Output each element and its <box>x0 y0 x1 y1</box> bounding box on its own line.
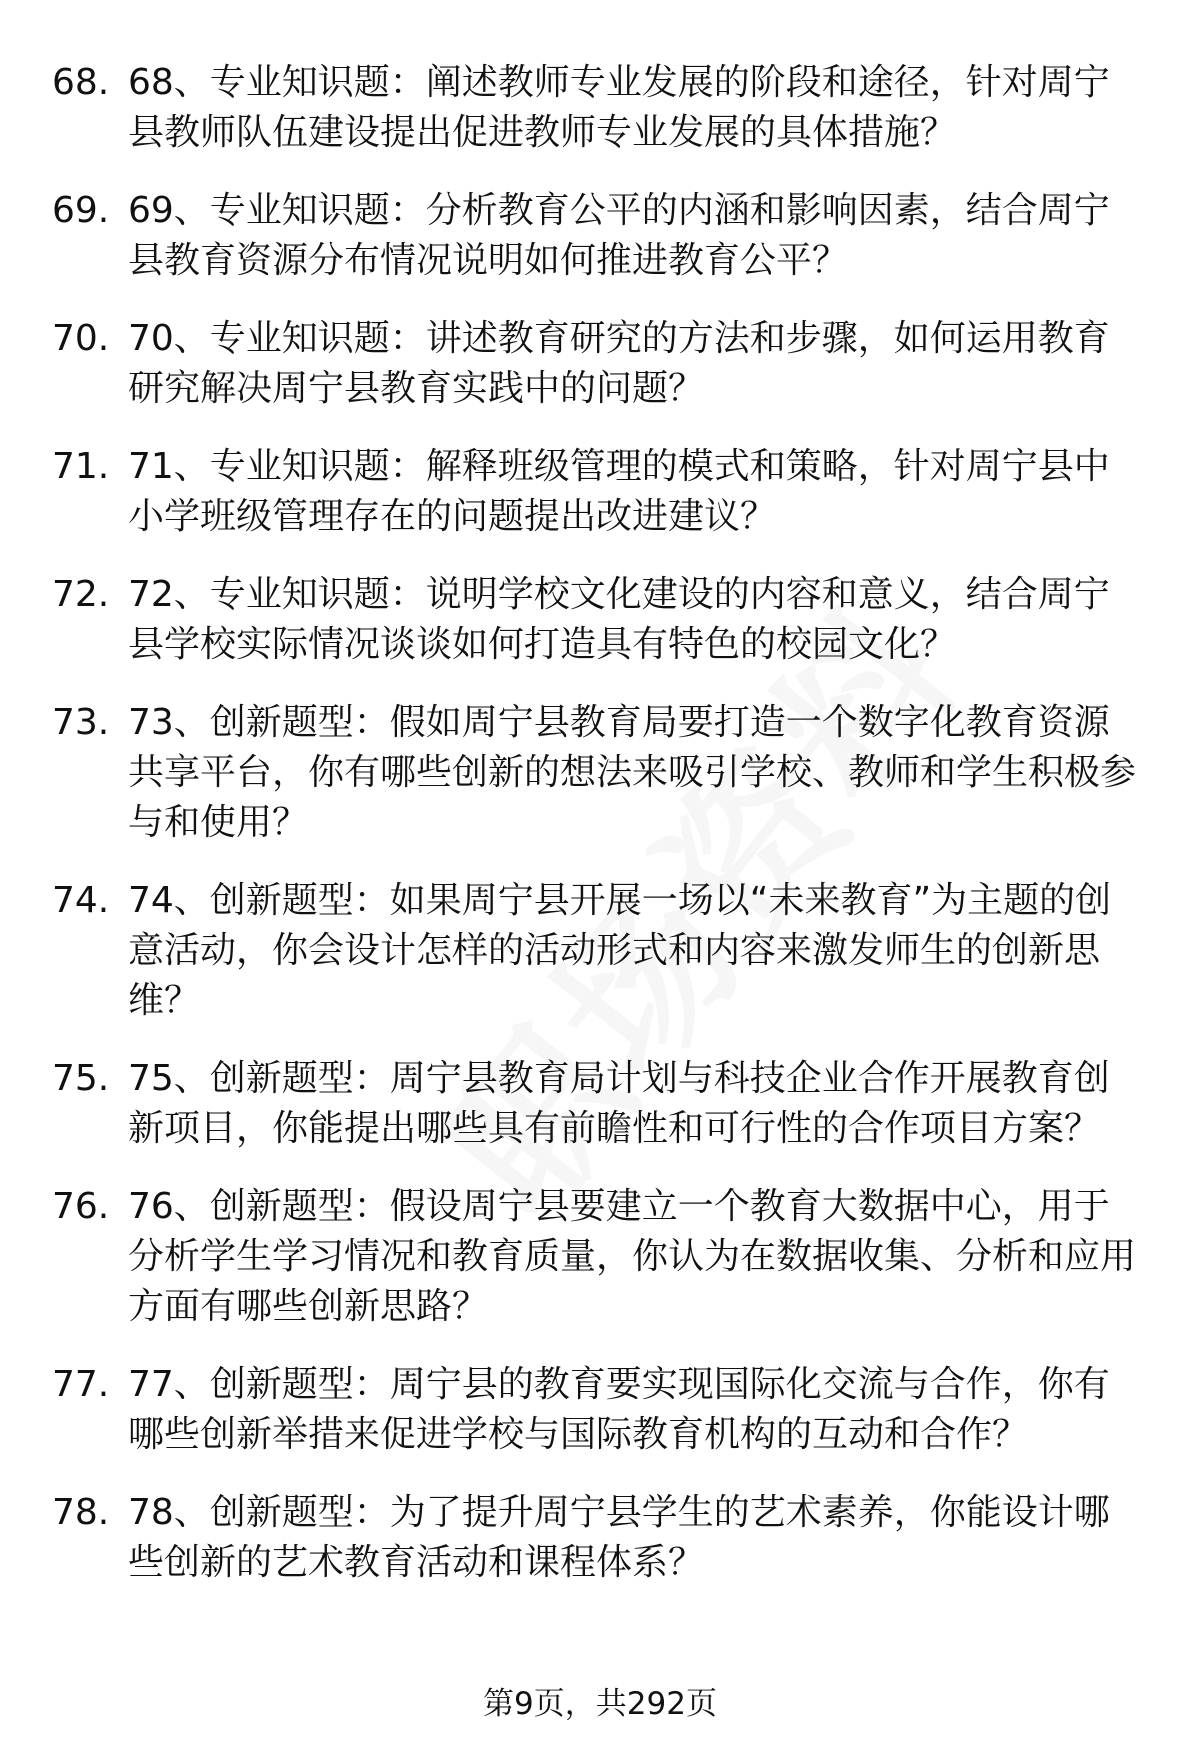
question-number: 69. <box>52 190 110 231</box>
question-text: 76、创新题型：假设周宁县要建立一个教育大数据中心，用于分析学生学习情况和教育质量，你认为在数据收集、分析和应用方面有哪些创新思路？ <box>128 1186 1137 1327</box>
question-item <box>0 186 1200 286</box>
question-text: 72、专业知识题：说明学校文化建设的内容和意义，结合周宁县学校实际情况谈谈如何打造具有特色的校园文化？ <box>128 574 1110 665</box>
question-text: 78、创新题型：为了提升周宁县学生的艺术素养，你能设计哪些创新的艺术教育活动和课程体系？ <box>128 1492 1110 1583</box>
question-number: 72. <box>52 574 110 615</box>
question-item <box>0 1488 1200 1588</box>
question-number: 77. <box>52 1364 110 1405</box>
question-item <box>0 698 1200 848</box>
question-text: 73、创新题型：假如周宁县教育局要打造一个数字化教育资源共享平台，你有哪些创新的想法来吸引学校、教师和学生积极参与和使用？ <box>128 702 1137 843</box>
question-item <box>0 58 1200 158</box>
question-item <box>0 442 1200 542</box>
question-text: 74、创新题型：如果周宁县开展一场以“未来教育”为主题的创意活动，你会设计怎样的活动形式和内容来激发师生的创新思维？ <box>128 880 1112 1021</box>
question-number: 73. <box>52 702 110 743</box>
question-text: 68、专业知识题：阐述教师专业发展的阶段和途径，针对周宁县教师队伍建设提出促进教师专业发展的具体措施？ <box>128 62 1110 153</box>
question-item <box>0 1360 1200 1460</box>
question-item <box>0 1182 1200 1332</box>
page-footer: 第9页，共292页 <box>483 1686 717 1722</box>
question-number: 70. <box>52 318 110 359</box>
question-number: 78. <box>52 1492 110 1533</box>
question-item <box>0 570 1200 670</box>
question-number: 68. <box>52 62 110 103</box>
question-item <box>0 876 1200 1026</box>
question-item <box>0 314 1200 414</box>
question-text: 71、专业知识题：解释班级管理的模式和策略，针对周宁县中小学班级管理存在的问题提出改进建议？ <box>128 446 1110 537</box>
question-item <box>0 1054 1200 1154</box>
question-text: 75、创新题型：周宁县教育局计划与科技企业合作开展教育创新项目，你能提出哪些具有前瞻性和可行性的合作项目方案？ <box>128 1058 1110 1149</box>
question-text: 77、创新题型：周宁县的教育要实现国际化交流与合作，你有哪些创新举措来促进学校与国际教育机构的互动和合作？ <box>128 1364 1110 1455</box>
question-text: 70、专业知识题：讲述教育研究的方法和步骤，如何运用教育研究解决周宁县教育实践中的问题？ <box>128 318 1110 409</box>
question-number: 71. <box>52 446 110 487</box>
question-text: 69、专业知识题：分析教育公平的内涵和影响因素，结合周宁县教育资源分布情况说明如何推进教育公平？ <box>128 190 1110 281</box>
question-number: 76. <box>52 1186 110 1227</box>
question-number: 74. <box>52 880 110 921</box>
question-list <box>0 58 1200 1616</box>
question-number: 75. <box>52 1058 110 1099</box>
